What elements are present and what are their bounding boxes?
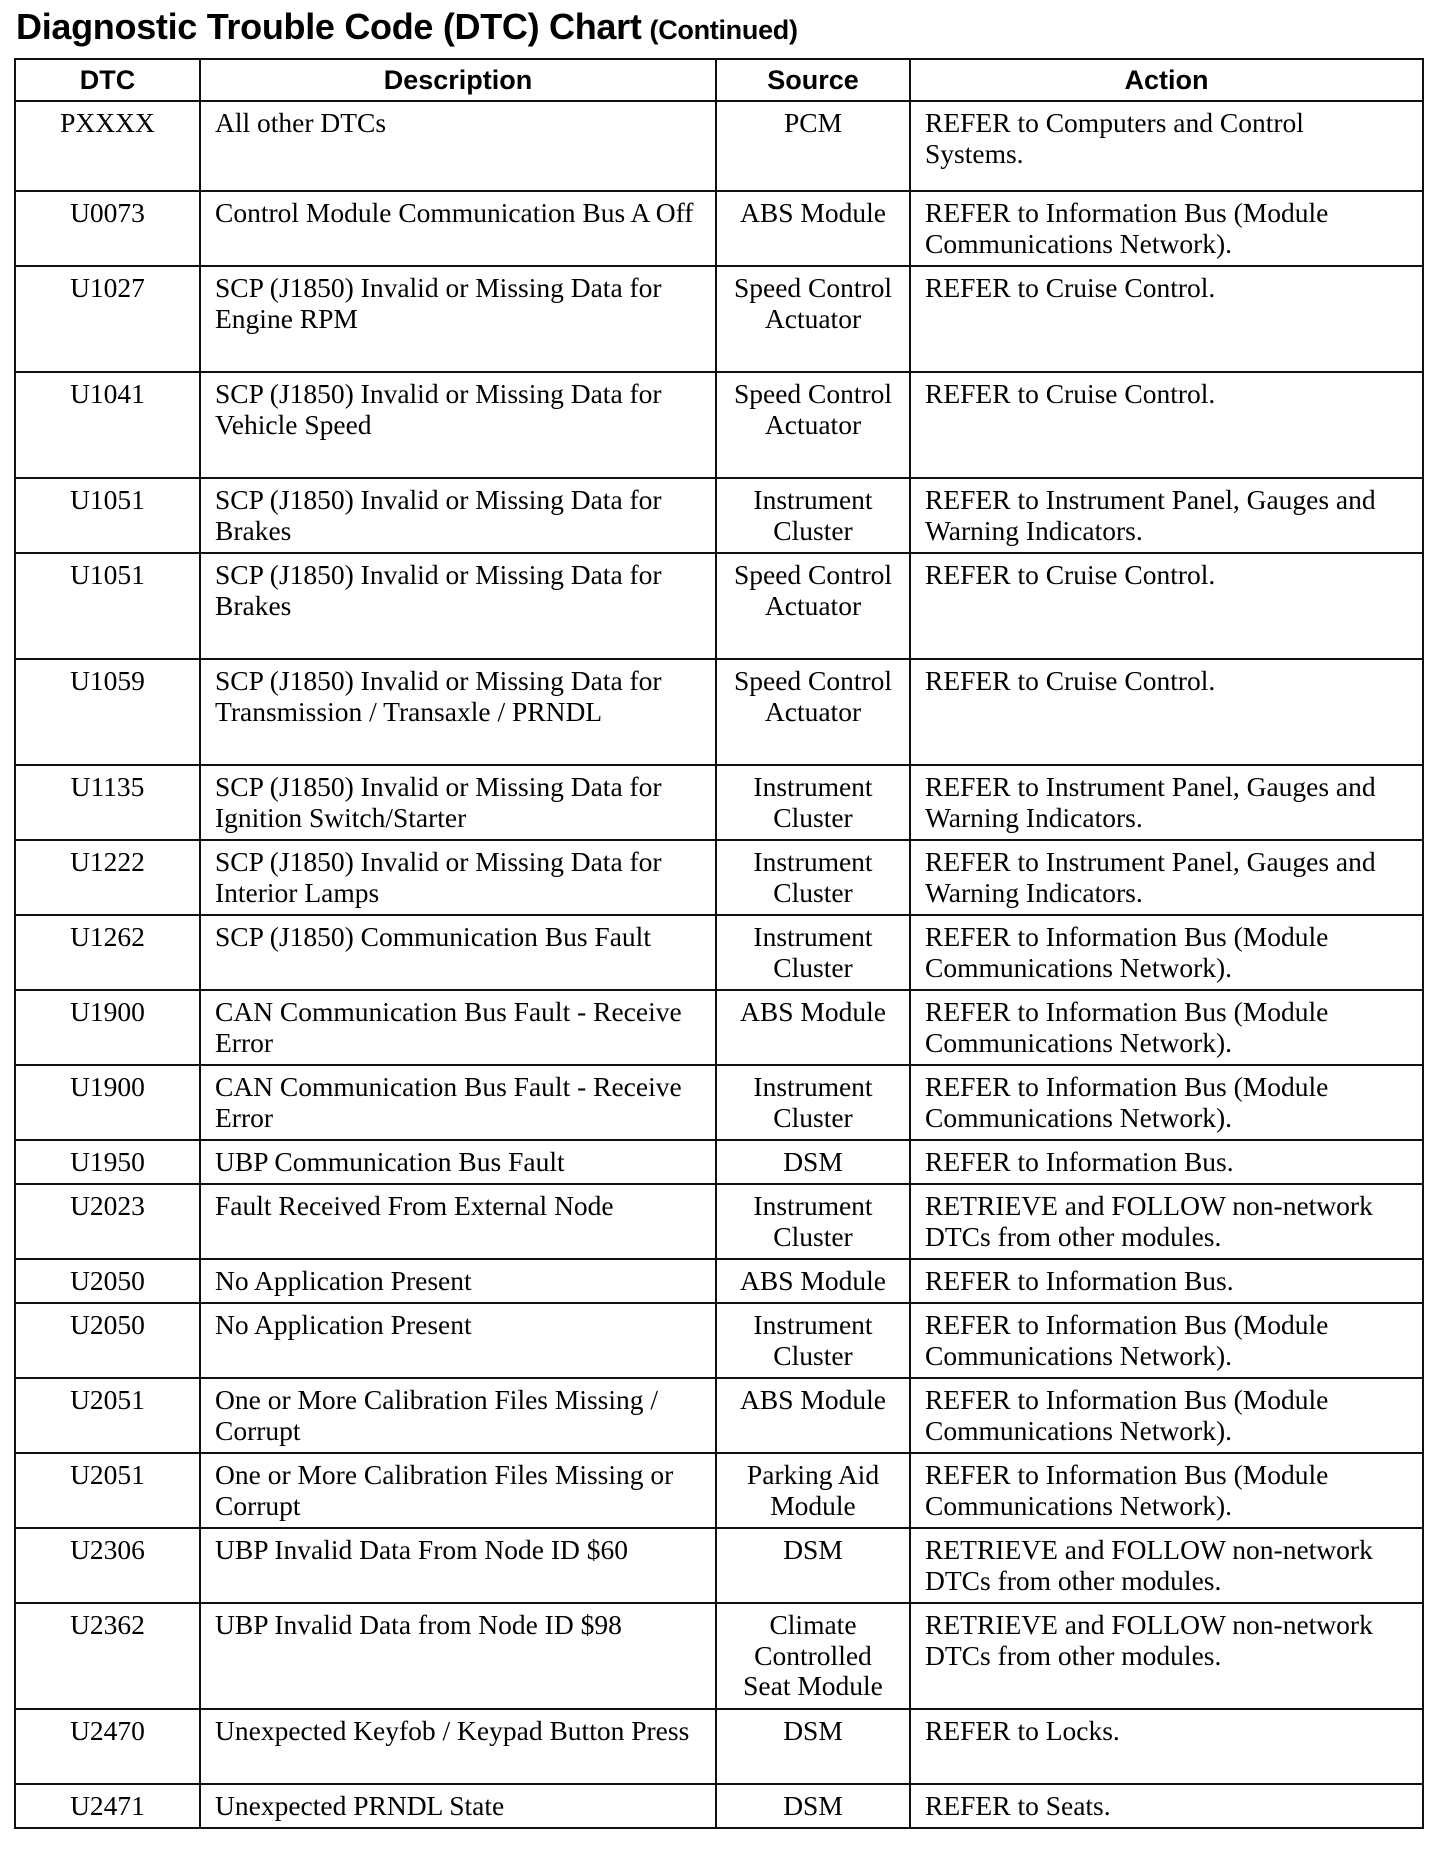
dtc-source: Speed Control Actuator [716,266,910,372]
dtc-description: Fault Received From External Node [200,1184,716,1259]
dtc-action: REFER to Information Bus (Module Communications Network). [910,191,1423,266]
dtc-action: REFER to Information Bus (Module Communications Network). [910,1065,1423,1140]
dtc-action: REFER to Cruise Control. [910,266,1423,372]
dtc-code: U2050 [15,1259,200,1303]
dtc-source: Instrument Cluster [716,1184,910,1259]
dtc-action: REFER to Information Bus (Module Communications Network). [910,1453,1423,1528]
dtc-action: REFER to Locks. [910,1709,1423,1784]
dtc-code: U2050 [15,1303,200,1378]
table-row [15,915,1423,990]
table-row [15,1784,1423,1828]
dtc-code: U1222 [15,840,200,915]
table-row [15,1259,1423,1303]
dtc-action: REFER to Instrument Panel, Gauges and Warning Indicators. [910,765,1423,840]
dtc-code: U2471 [15,1784,200,1828]
column-header-action: Action [910,59,1423,101]
dtc-source: ABS Module [716,1259,910,1303]
dtc-description: One or More Calibration Files Missing or Corrupt [200,1453,716,1528]
dtc-action: REFER to Information Bus (Module Communications Network). [910,1378,1423,1453]
dtc-action: REFER to Cruise Control. [910,659,1423,765]
dtc-chart-table [14,58,1424,1829]
dtc-description: One or More Calibration Files Missing / Corrupt [200,1378,716,1453]
continued-label: (Continued) [649,15,798,45]
dtc-source: Instrument Cluster [716,915,910,990]
dtc-code: U1051 [15,553,200,659]
dtc-description: SCP (J1850) Communication Bus Fault [200,915,716,990]
dtc-code: PXXXX [15,101,200,191]
dtc-source: Instrument Cluster [716,478,910,553]
table-row [15,372,1423,478]
table-row [15,266,1423,372]
table-row [15,1603,1423,1709]
dtc-description: UBP Invalid Data from Node ID $98 [200,1603,716,1709]
table-row [15,1065,1423,1140]
dtc-source: Instrument Cluster [716,1065,910,1140]
page-title [16,4,798,53]
dtc-action: REFER to Cruise Control. [910,553,1423,659]
dtc-source: Speed Control Actuator [716,372,910,478]
table-row [15,1140,1423,1184]
dtc-code: U2362 [15,1603,200,1709]
dtc-description: SCP (J1850) Invalid or Missing Data for Brakes [200,478,716,553]
dtc-action: REFER to Information Bus. [910,1140,1423,1184]
dtc-source: DSM [716,1709,910,1784]
dtc-description: SCP (J1850) Invalid or Missing Data for Ignition Switch/Starter [200,765,716,840]
dtc-code: U0073 [15,191,200,266]
table-header-row [15,59,1423,101]
dtc-source: Instrument Cluster [716,1303,910,1378]
dtc-source: DSM [716,1528,910,1603]
dtc-source: Instrument Cluster [716,765,910,840]
dtc-code: U1135 [15,765,200,840]
dtc-description: No Application Present [200,1303,716,1378]
dtc-action: REFER to Information Bus (Module Communications Network). [910,990,1423,1065]
table-row [15,1709,1423,1784]
dtc-source: PCM [716,101,910,191]
dtc-action: RETRIEVE and FOLLOW non-network DTCs from other modules. [910,1603,1423,1709]
dtc-action: REFER to Information Bus (Module Communications Network). [910,915,1423,990]
table-row [15,1378,1423,1453]
dtc-description: UBP Communication Bus Fault [200,1140,716,1184]
dtc-code: U1262 [15,915,200,990]
table-row [15,191,1423,266]
dtc-code: U2470 [15,1709,200,1784]
dtc-source: Speed Control Actuator [716,553,910,659]
title-text: Diagnostic Trouble Code (DTC) Chart [16,6,642,47]
table-row [15,990,1423,1065]
dtc-code: U1059 [15,659,200,765]
dtc-code: U1900 [15,990,200,1065]
dtc-description: SCP (J1850) Invalid or Missing Data for Vehicle Speed [200,372,716,478]
table-row [15,765,1423,840]
dtc-code: U1041 [15,372,200,478]
dtc-source: DSM [716,1140,910,1184]
table-row [15,659,1423,765]
dtc-description: SCP (J1850) Invalid or Missing Data for Transmission / Transaxle / PRNDL [200,659,716,765]
dtc-source: Speed Control Actuator [716,659,910,765]
dtc-description: SCP (J1850) Invalid or Missing Data for Interior Lamps [200,840,716,915]
column-header-source: Source [716,59,910,101]
dtc-action: REFER to Information Bus. [910,1259,1423,1303]
dtc-description: No Application Present [200,1259,716,1303]
dtc-code: U2023 [15,1184,200,1259]
dtc-code: U2306 [15,1528,200,1603]
dtc-action: REFER to Instrument Panel, Gauges and Warning Indicators. [910,840,1423,915]
dtc-source: ABS Module [716,1378,910,1453]
dtc-source: Instrument Cluster [716,840,910,915]
dtc-code: U2051 [15,1453,200,1528]
table-row [15,478,1423,553]
dtc-action: REFER to Cruise Control. [910,372,1423,478]
dtc-description: CAN Communication Bus Fault - Receive Error [200,990,716,1065]
dtc-action: RETRIEVE and FOLLOW non-network DTCs from other modules. [910,1528,1423,1603]
dtc-code: U2051 [15,1378,200,1453]
dtc-code: U1900 [15,1065,200,1140]
dtc-source: DSM [716,1784,910,1828]
dtc-source: ABS Module [716,191,910,266]
dtc-description: Control Module Communication Bus A Off [200,191,716,266]
dtc-description: Unexpected PRNDL State [200,1784,716,1828]
dtc-action: REFER to Seats. [910,1784,1423,1828]
dtc-description: SCP (J1850) Invalid or Missing Data for Brakes [200,553,716,659]
table-row [15,1184,1423,1259]
dtc-description: All other DTCs [200,101,716,191]
dtc-source: Parking Aid Module [716,1453,910,1528]
table-row [15,1528,1423,1603]
dtc-action: REFER to Information Bus (Module Communications Network). [910,1303,1423,1378]
table-row [15,553,1423,659]
dtc-action: REFER to Instrument Panel, Gauges and Warning Indicators. [910,478,1423,553]
column-header-dtc: DTC [15,59,200,101]
table-row [15,1303,1423,1378]
dtc-source: ABS Module [716,990,910,1065]
dtc-description: SCP (J1850) Invalid or Missing Data for Engine RPM [200,266,716,372]
dtc-action: REFER to Computers and Control Systems. [910,101,1423,191]
dtc-action: RETRIEVE and FOLLOW non-network DTCs from other modules. [910,1184,1423,1259]
column-header-description: Description [200,59,716,101]
dtc-description: UBP Invalid Data From Node ID $60 [200,1528,716,1603]
dtc-description: CAN Communication Bus Fault - Receive Error [200,1065,716,1140]
table-row [15,840,1423,915]
table-row [15,101,1423,191]
dtc-source: Climate Controlled Seat Module [716,1603,910,1709]
table-row [15,1453,1423,1528]
dtc-code: U1051 [15,478,200,553]
dtc-code: U1950 [15,1140,200,1184]
dtc-description: Unexpected Keyfob / Keypad Button Press [200,1709,716,1784]
dtc-code: U1027 [15,266,200,372]
